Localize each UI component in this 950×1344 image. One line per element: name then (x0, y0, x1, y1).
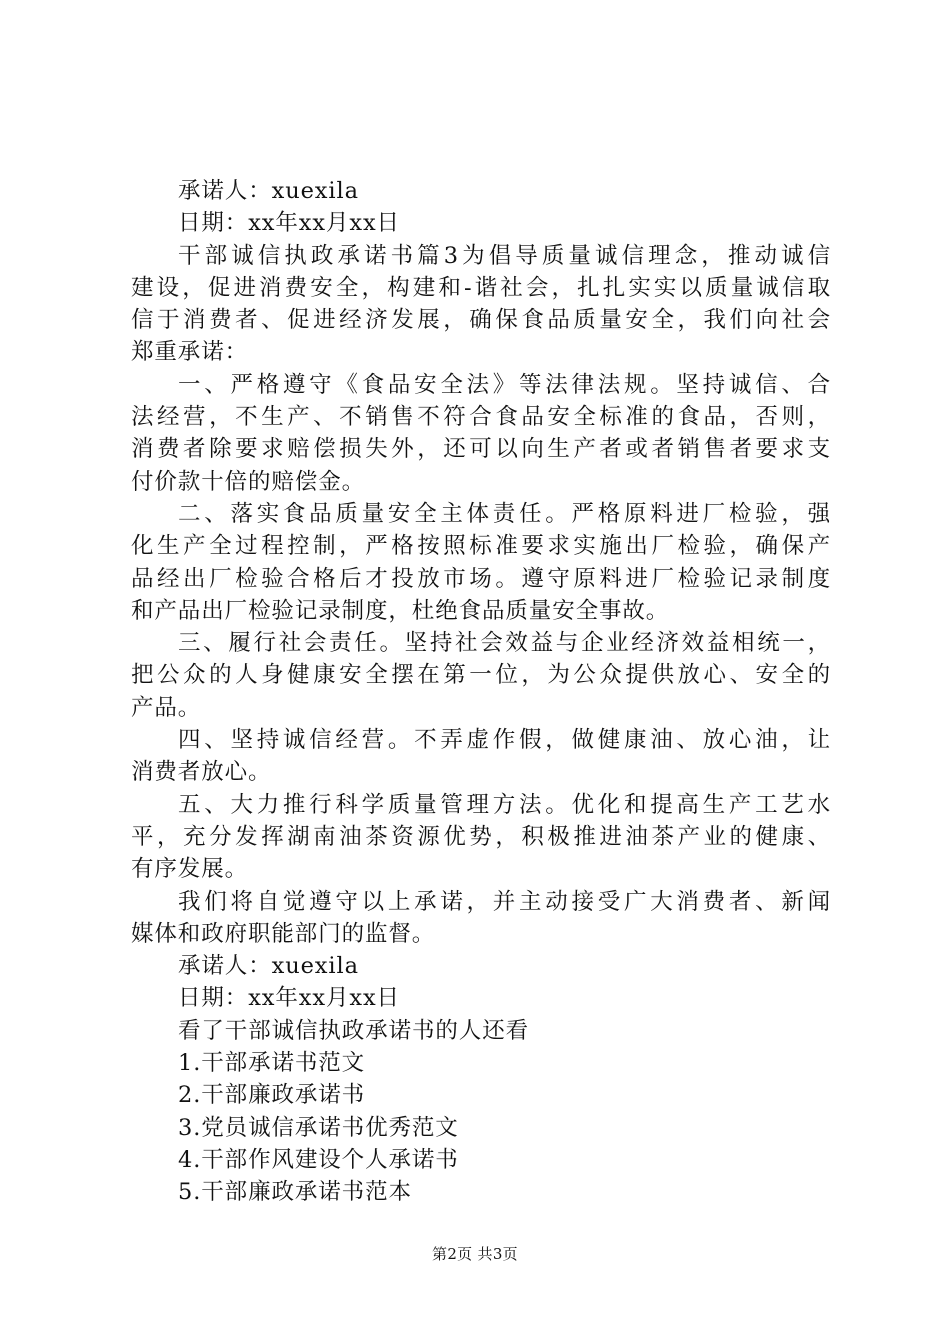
text-line: 产品。 (131, 694, 202, 721)
text-line: 3.党员诚信承诺书优秀范文 (178, 1114, 459, 1141)
text-line: 信于消费者、促进经济发展，确保食品质量安全，我们向社会 (131, 307, 831, 334)
text-line: 品经出厂检验合格后才投放市场。遵守原料进厂检验记录制度 (131, 565, 831, 592)
text-line: 我们将自觉遵守以上承诺，并主动接受广大消费者、新闻 (178, 888, 831, 915)
text-line: 承诺人：xuexila (178, 953, 359, 980)
text-line: 建设，促进消费安全，构建和-谐社会，扎扎实实以质量诚信取 (131, 274, 831, 301)
text-line: 五、大力推行科学质量管理方法。优化和提高生产工艺水 (178, 791, 831, 818)
page-number-footer: 第2页 共3页 (432, 1245, 518, 1263)
text-line: 干部诚信执政承诺书篇3为倡导质量诚信理念，推动诚信 (178, 242, 831, 269)
text-line: 四、坚持诚信经营。不弄虚作假，做健康油、放心油，让 (178, 727, 831, 754)
text-line: 把公众的人身健康安全摆在第一位，为公众提供放心、安全的 (131, 662, 831, 689)
text-line: 看了干部诚信执政承诺书的人还看 (178, 1017, 530, 1044)
text-line: 郑重承诺： (131, 339, 249, 366)
text-line: 一、严格遵守《食品安全法》等法律法规。坚持诚信、合 (178, 371, 831, 398)
text-line: 付价款十倍的赔偿金。 (131, 468, 366, 495)
text-line: 化生产全过程控制，严格按照标准要求实施出厂检验，确保产 (131, 533, 831, 560)
text-line: 2.干部廉政承诺书 (178, 1082, 366, 1109)
text-line: 5.干部廉政承诺书范本 (178, 1179, 412, 1206)
text-line: 媒体和政府职能部门的监督。 (131, 920, 436, 947)
text-line: 有序发展。 (131, 856, 249, 883)
text-line: 法经营，不生产、不销售不符合食品安全标准的食品，否则， (131, 404, 831, 431)
text-line: 三、履行社会责任。坚持社会效益与企业经济效益相统一， (178, 630, 831, 657)
text-line: 二、落实食品质量安全主体责任。严格原料进厂检验，强 (178, 500, 831, 527)
text-line: 承诺人：xuexila (178, 178, 359, 204)
text-line: 和产品出厂检验记录制度，杜绝食品质量安全事故。 (131, 597, 670, 624)
text-line: 日期：xx年xx月xx日 (178, 210, 400, 237)
text-line: 4.干部作风建设个人承诺书 (178, 1146, 459, 1173)
text-line: 1.干部承诺书范文 (178, 1050, 366, 1077)
text-line: 消费者除要求赔偿损失外，还可以向生产者或者销售者要求支 (131, 436, 831, 463)
document-body (131, 175, 831, 1209)
text-line: 日期：xx年xx月xx日 (178, 985, 400, 1012)
text-line: 平，充分发挥湖南油茶资源优势，积极推进油茶产业的健康、 (131, 823, 831, 850)
text-line: 消费者放心。 (131, 759, 272, 786)
